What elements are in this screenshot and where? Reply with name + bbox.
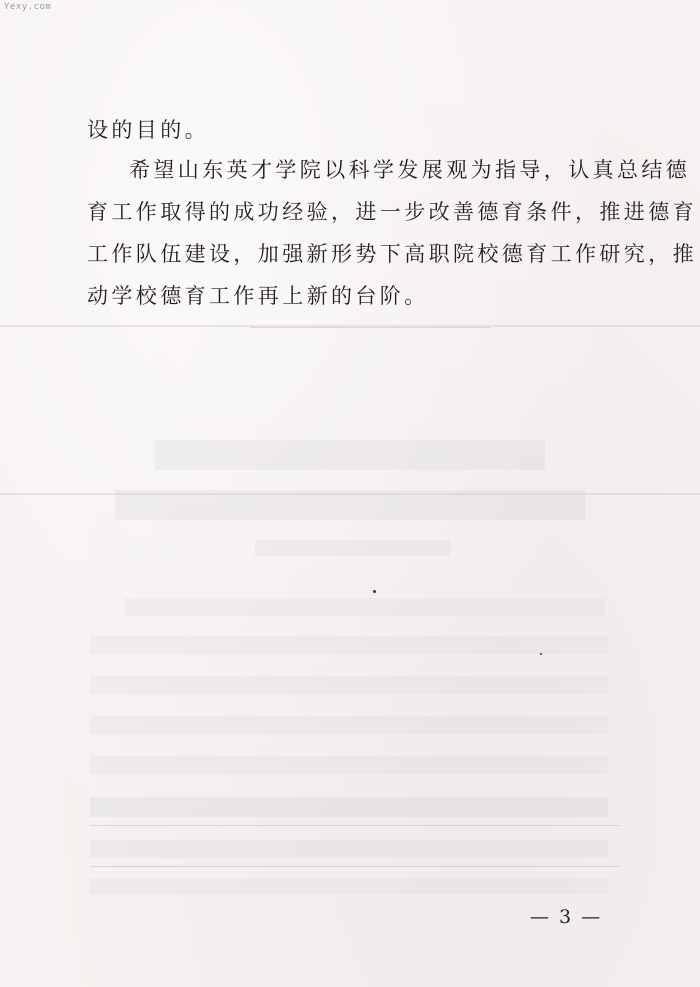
body-line-2: 希望山东英才学院以科学发展观为指导，认真总结德 bbox=[129, 158, 691, 182]
body-line-1: 设的目的。 bbox=[87, 118, 209, 142]
paper-fold bbox=[0, 493, 700, 495]
bleed-through-text bbox=[90, 797, 608, 817]
bleed-through-heading bbox=[155, 440, 545, 470]
ink-speck bbox=[373, 590, 376, 593]
ink-speck bbox=[540, 653, 542, 655]
bleed-through-text bbox=[90, 878, 608, 894]
bleed-through-rule bbox=[90, 866, 620, 867]
paper-fold bbox=[0, 325, 700, 327]
bleed-through-text bbox=[90, 676, 608, 694]
bleed-through-text bbox=[90, 756, 608, 774]
page-number: — 3 — bbox=[530, 906, 603, 928]
body-line-3: 育工作取得的成功经验，进一步改善德育条件，推进德育 bbox=[87, 200, 697, 224]
bleed-through-text bbox=[125, 598, 605, 616]
bleed-through-rule bbox=[90, 825, 620, 826]
bleed-through-text bbox=[90, 716, 608, 734]
body-line-5: 动学校德育工作再上新的台阶。 bbox=[87, 284, 429, 308]
bleed-through-text bbox=[90, 840, 608, 858]
bleed-through-rule bbox=[250, 327, 490, 328]
bleed-through-text bbox=[90, 636, 608, 654]
bleed-through-date bbox=[255, 540, 450, 556]
body-line-4: 工作队伍建设，加强新形势下高职院校德育工作研究，推 bbox=[87, 242, 697, 266]
watermark: Yexy.com bbox=[4, 2, 52, 12]
